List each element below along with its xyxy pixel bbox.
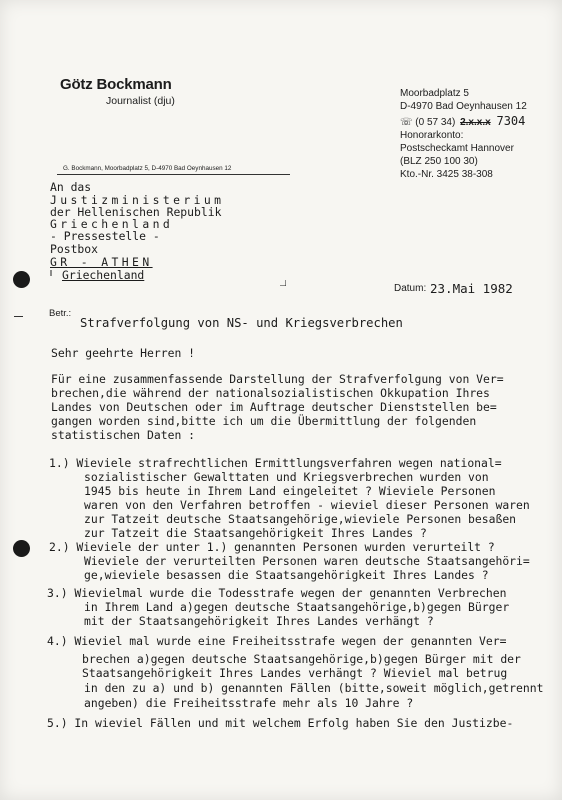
- question-line: zur Tatzeit deutsche Staatsangehörige,wieviele Personen besaßen: [84, 512, 517, 526]
- account-bank: Postscheckamt Hannover: [400, 143, 514, 154]
- salutation: Sehr geehrte Herren !: [51, 346, 196, 360]
- question-line: 3.) Wievielmal wurde die Todesstrafe wegen der genannten Verbrechen: [47, 586, 507, 600]
- account-blz: (BLZ 250 100 30): [400, 156, 478, 167]
- intro-line: brechen,die während der nationalsozialistischen Okkupation Ihres: [51, 386, 490, 400]
- question-line: angeben) die Freiheitsstrafe mehr als 10 Jahre ?: [84, 696, 414, 710]
- recipient-line-4: Griechenland: [50, 217, 174, 231]
- sender-return-line: G. Bockmann, Moorbadplatz 5, D-4970 Bad Oeynhausen 12: [63, 165, 232, 172]
- recipient-line-2: Justizministerium: [50, 193, 225, 207]
- address-street: Moorbadplatz 5: [400, 88, 469, 99]
- account-number: Kto.-Nr. 3425 38-308: [400, 169, 493, 180]
- question-line: 1945 bis heute in Ihrem Land eingeleitet ? Wieviele Personen: [84, 484, 496, 498]
- question-line: ge,wieviele besassen die Staatsangehörigkeit Ihres Landes ?: [84, 568, 489, 582]
- recipient-line-5: - Pressestelle -: [50, 229, 160, 243]
- punch-hole-bottom: [13, 540, 30, 557]
- question-line: in Ihrem Land a)gegen deutsche Staatsangehörige,b)gegen Bürger: [84, 600, 510, 614]
- address-city: D-4970 Bad Oeynhausen 12: [400, 101, 527, 112]
- intro-line: gangen worden sind,bitte ich um die Übermittlung der folgenden: [51, 414, 477, 428]
- recipient-line-6: Postbox: [50, 242, 99, 256]
- address-phone: [400, 114, 525, 128]
- recipient-line-1: An das: [50, 180, 92, 194]
- letterhead-role: Journalist (dju): [106, 95, 175, 107]
- recipient-line-8: Griechenland: [62, 268, 145, 282]
- intro-line: Für eine zusammenfassende Darstellung der Strafverfolgung von Ver=: [51, 372, 504, 386]
- question-line: zur Tatzeit die Staatsangehörigkeit Ihres Landes ?: [84, 526, 427, 540]
- phone-crossed-out: 2.x.x.x: [460, 117, 491, 128]
- question-line: sozialistischer Gewalttaten und Kriegsverbrechen wurden von: [84, 470, 489, 484]
- window-corner-mark: [50, 270, 56, 276]
- recipient-line-7: GR - ATHEN: [50, 255, 153, 269]
- letterhead-name: Götz Bockmann: [60, 76, 172, 93]
- fold-mark: [14, 316, 23, 317]
- date-label: Datum:: [394, 283, 427, 294]
- question-line: Wieviele der verurteilten Personen waren deutsche Staatsangehöri=: [84, 554, 530, 568]
- intro-line: Landes von Deutschen oder im Auftrage deutscher Dienststellen be=: [51, 400, 497, 414]
- question-line: Staatsangehörigkeit Ihres Landes verhängt ? Wieviel mal betrug: [82, 666, 508, 680]
- intro-line: statistischen Daten :: [51, 428, 196, 442]
- phone-new-number: 7304: [496, 114, 526, 128]
- question-line: 2.) Wieviele der unter 1.) genannten Personen wurden verurteilt ?: [49, 540, 495, 554]
- punch-hole-top: [13, 271, 30, 288]
- subject-label: Betr.:: [49, 308, 72, 319]
- question-line: 1.) Wieviele strafrechtlichen Ermittlungsverfahren wegen national=: [49, 456, 502, 470]
- phone-label: ☏ (0 57 34): [400, 117, 456, 128]
- question-line: 5.) In wieviel Fällen und mit welchem Erfolg haben Sie den Justizbe-: [47, 716, 514, 730]
- window-corner-mark: [280, 280, 286, 286]
- subject-text: Strafverfolgung von NS- und Kriegsverbrechen: [80, 316, 403, 330]
- question-line: in den zu a) und b) genannten Fällen (bitte,soweit möglich,getrennt: [84, 681, 544, 695]
- question-line: mit der Staatsangehörigkeit Ihres Landes verhängt ?: [84, 614, 434, 628]
- account-label: Honorarkonto:: [400, 130, 464, 141]
- recipient-line-3: der Hellenischen Republik: [50, 205, 222, 219]
- question-line: 4.) Wieviel mal wurde eine Freiheitsstrafe wegen der genannten Ver=: [47, 634, 507, 648]
- question-line: brechen a)gegen deutsche Staatsangehörige,b)gegen Bürger mit der: [82, 652, 521, 666]
- date-value: 23.Mai 1982: [430, 281, 513, 296]
- sender-rule: [57, 174, 290, 175]
- question-line: waren von den Verfahren betroffen - wieviel dieser Personen waren: [84, 498, 530, 512]
